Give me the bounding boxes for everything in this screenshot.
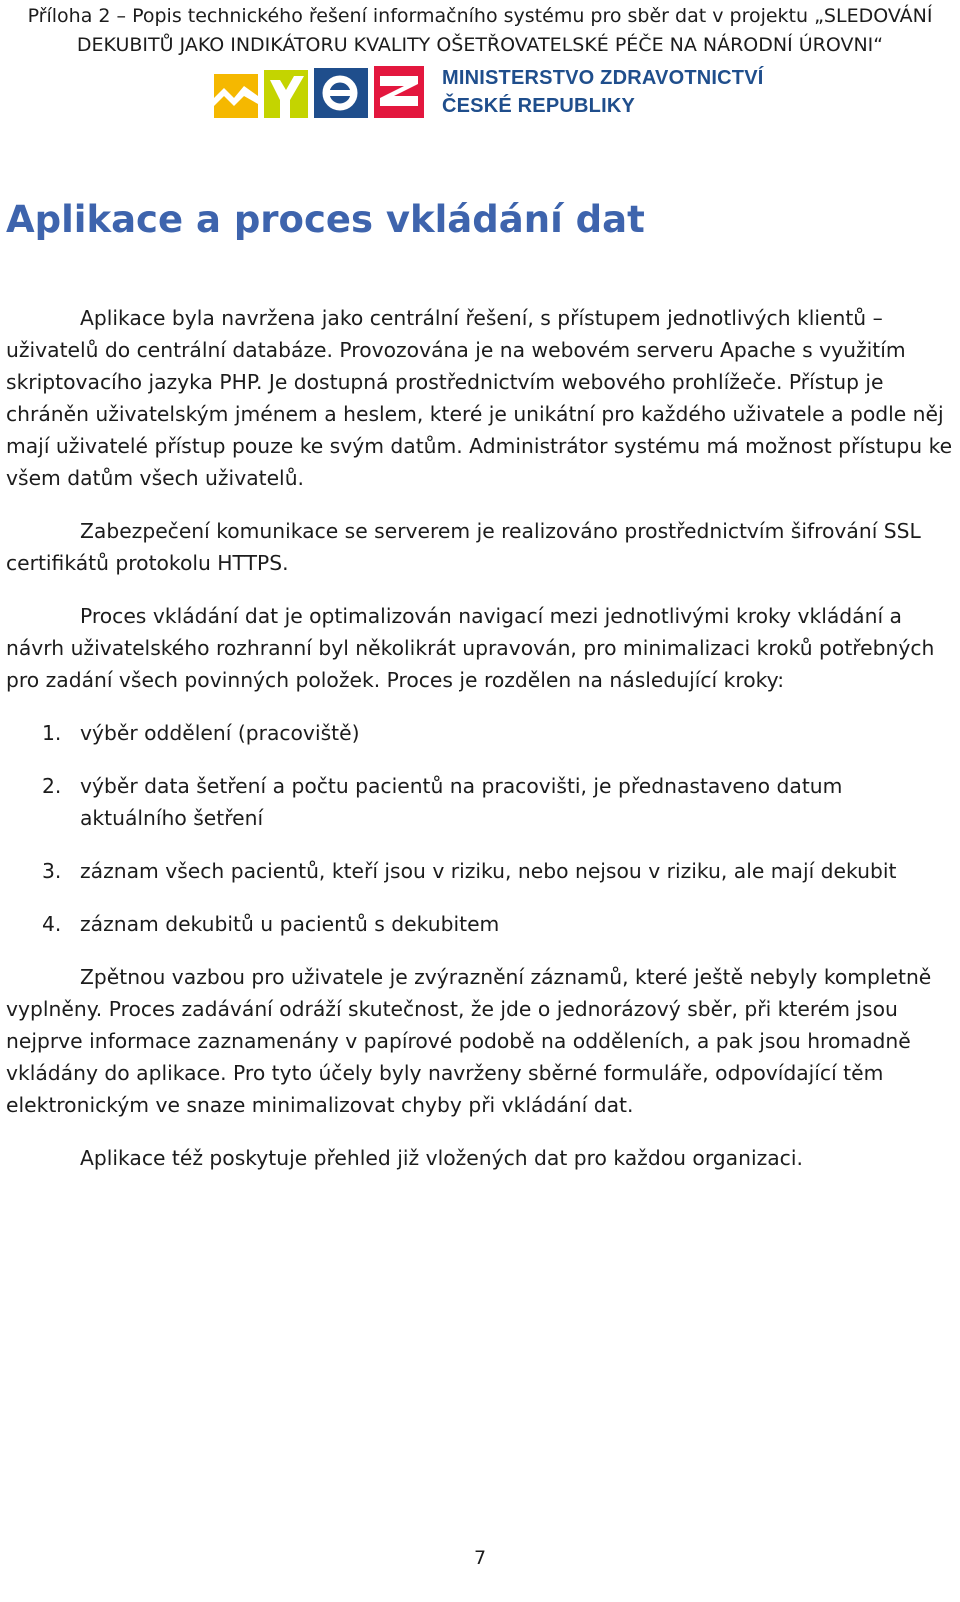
ministry-logo-mark-icon [214,66,424,118]
list-item-text: výběr oddělení (pracoviště) [80,721,360,745]
paragraph-overview: Aplikace též poskytuje přehled již vložených dat pro každou organizaci. [80,1146,803,1170]
page-number: 7 [473,1547,487,1569]
list-item [6,770,954,834]
paragraph-architecture: Aplikace byla navržena jako centrální řešení, s přístupem jednotlivých klientů – uživatelů do centrální databáze. Provozována je na webovém serveru Apache s využitím skriptovacího jazyka PHP. Je dostupná prostřednictvím webového prohlížeče. Přístup je chráněn uživatelským jménem a heslem, které je unikátní pro každého uživatele a podle něj mají uživatelé přístup pouze ke svým datům. Administrátor systému má možnost přístupu ke všem datům všech uživatelů. [6,306,953,490]
ministry-name [442,64,764,120]
ministry-name-line-2: ČESKÉ REPUBLIKY [442,95,636,117]
list-item-number: 1. [42,721,62,745]
running-header-line-2: DEKUBITŮ JAKO INDIKÁTORU KVALITY OŠETŘOVATELSKÉ PÉČE NA NÁRODNÍ ÚROVNI“ [76,34,884,56]
paragraph-security: Zabezpečení komunikace se serverem je realizováno prostřednictvím šifrování SSL certifikátů protokolu HTTPS. [6,519,921,575]
ministry-logo [214,64,764,120]
paragraph-process: Proces vkládání dat je optimalizován navigací mezi jednotlivými kroky vkládání a návrh uživatelského rozhranní byl několikrát upravován, pro minimalizaci kroků potřebných pro zadání všech povinných položek. Proces je rozdělen na následující kroky: [6,604,935,692]
running-header [0,2,960,60]
ministry-name-line-1: MINISTERSTVO ZDRAVOTNICTVÍ [442,67,764,89]
list-item-text: výběr data šetření a počtu pacientů na pracovišti, je přednastaveno datum aktuálního šetření [80,774,843,830]
list-item-text: záznam všech pacientů, kteří jsou v riziku, nebo nejsou v riziku, ale mají dekubit [80,859,897,883]
section-body [6,302,954,1195]
paragraph-feedback: Zpětnou vazbou pro uživatele je zvýraznění záznamů, které ještě nebyly kompletně vyplněny. Proces zadávání odráží skutečnost, že jde o jednorázový sběr, při kterém jsou nejprve informace zaznamenány v papírové podobě na odděleních, a pak jsou hromadně vkládány do aplikace. Pro tyto účely byly navrženy sběrné formuláře, odpovídající těm elektronickým ve snaze minimalizovat chyby při vkládání dat. [6,965,932,1117]
list-item-number: 3. [42,859,62,883]
process-steps-list [6,717,954,940]
list-item [6,855,954,887]
running-header-line-1: Příloha 2 – Popis technického řešení informačního systému pro sběr dat v projektu „SLEDOVÁNÍ [27,5,933,27]
list-item [6,908,954,940]
list-item-number: 4. [42,912,62,936]
list-item-text: záznam dekubitů u pacientů s dekubitem [80,912,500,936]
list-item-number: 2. [42,774,62,798]
list-item [6,717,954,749]
section-title: Aplikace a proces vkládání dat [6,198,645,241]
